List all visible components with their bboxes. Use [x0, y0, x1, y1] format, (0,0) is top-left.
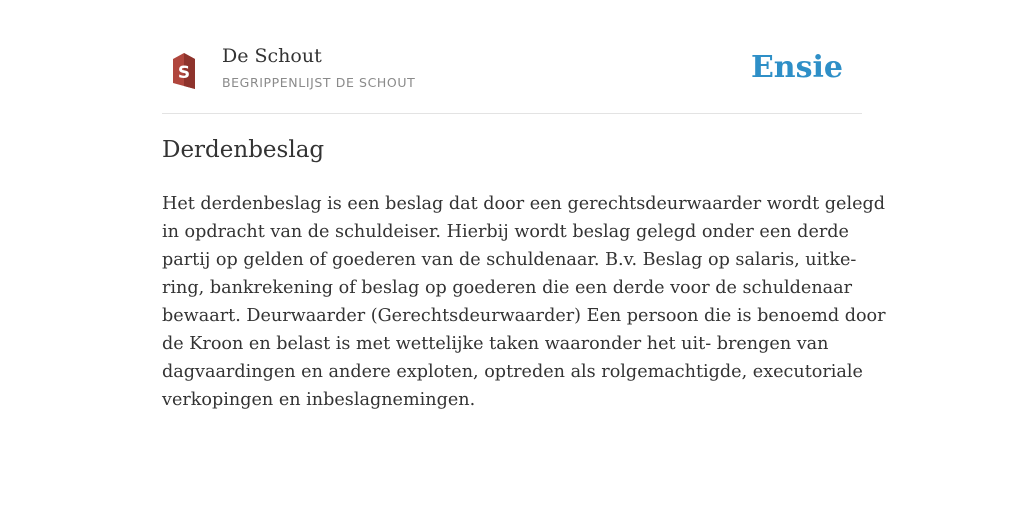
definition-line: verkopingen en inbeslagnemingen.	[162, 390, 476, 410]
definition-line: ring, bankrekening of beslag op goederen die een derde voor de schuldenaar	[162, 278, 853, 298]
page-title: Derdenbeslag	[162, 137, 325, 163]
definition-line: de Kroon en belast is met wettelijke taken waaronder het uit- brengen van	[162, 334, 829, 354]
ensie-logo[interactable]: Ensie	[750, 50, 843, 85]
source-name[interactable]: De Schout	[222, 45, 322, 67]
source-subtitle[interactable]: BEGRIPPENLIJST DE SCHOUT	[222, 75, 416, 90]
definition-line: Het derdenbeslag is een beslag dat door een gerechtsdeurwaarder wordt gelegd	[162, 194, 886, 214]
definition-line: in opdracht van de schuldeiser. Hierbij wordt beslag gelegd onder een derde	[162, 222, 849, 242]
svg-text:S: S	[177, 63, 191, 83]
definition-line: bewaart. Deurwaarder (Gerechtsdeurwaarder) Een persoon die is benoemd door	[162, 306, 886, 326]
de-schout-logo-icon[interactable]	[172, 52, 196, 90]
definition-line: dagvaardingen en andere exploten, optreden als rolgemachtigde, executoriale	[162, 362, 863, 382]
definition-line: partij op gelden of goederen van de schuldenaar. B.v. Beslag op salaris, uitke-	[162, 250, 857, 270]
definition-text	[162, 190, 886, 414]
header	[162, 40, 862, 114]
